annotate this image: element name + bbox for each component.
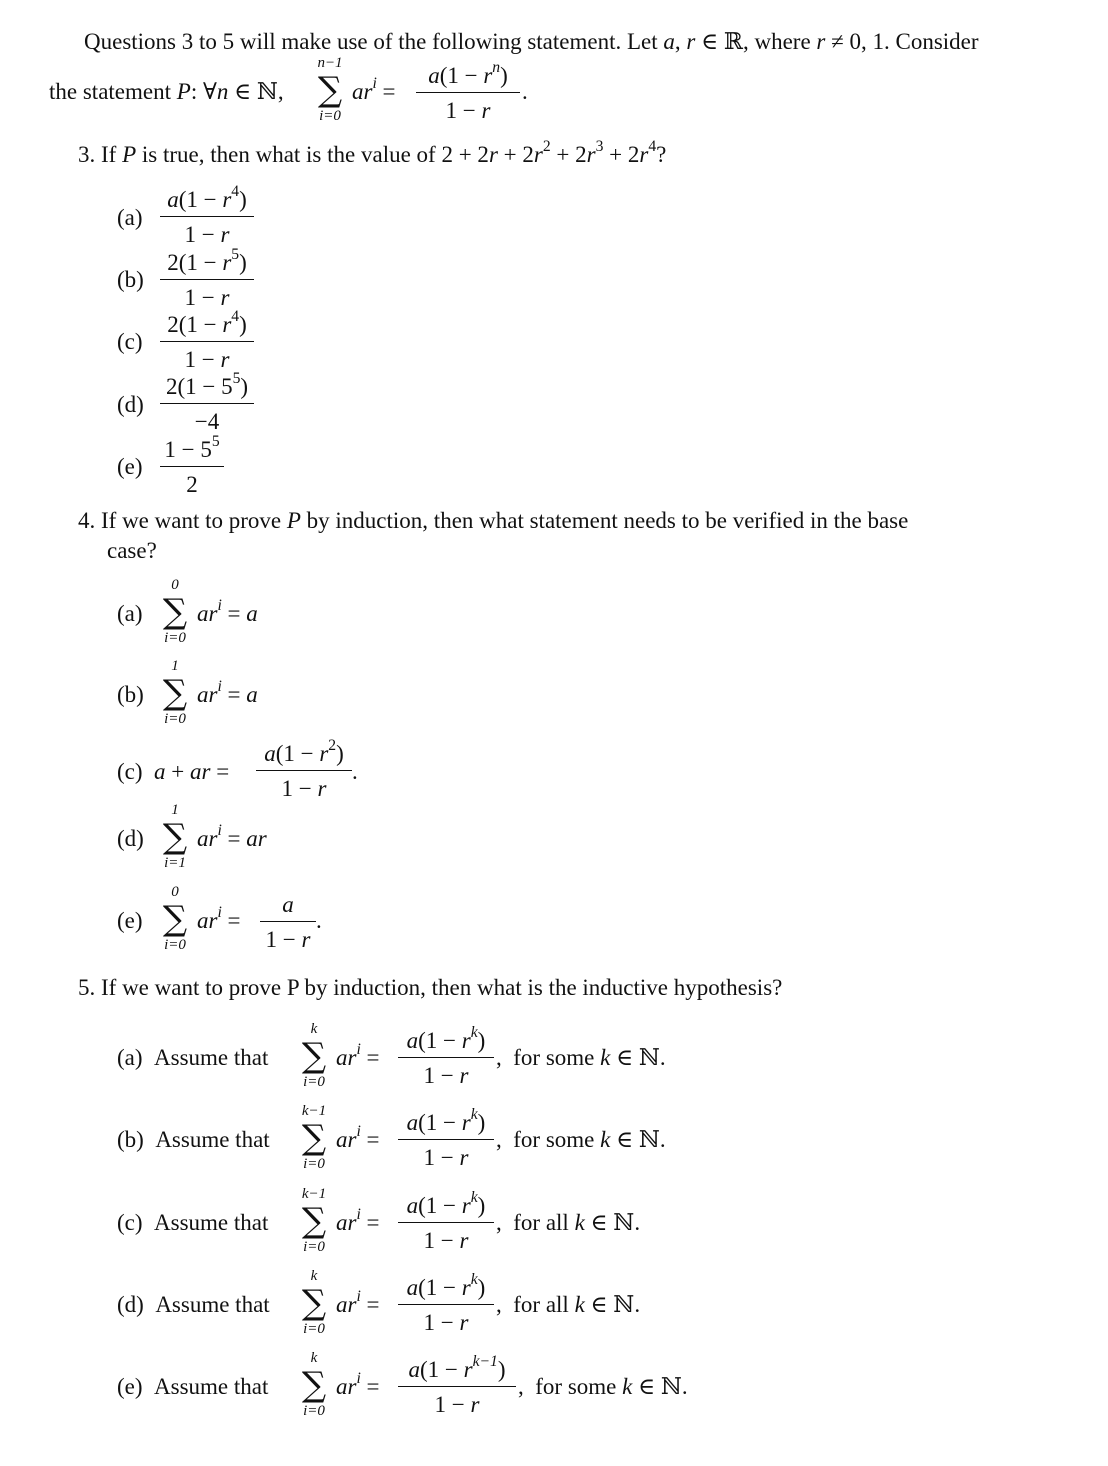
q3-option-b-label: (b)	[117, 267, 144, 292]
q4-option-a-body: $ar^i = a$	[197, 597, 258, 626]
q4-stem-line-1: 4. If we want to prove P by induction, then what statement needs to be verified in the base	[78, 508, 909, 533]
q4-option-d-body: $ar^i$ = ar	[197, 822, 267, 851]
q5-option-b-sum: k−1 ∑ i=0	[301, 1103, 327, 1172]
q5-option-b-fraction: $a(1 - r^k)$ 1 − r	[398, 1111, 494, 1169]
q3-option-c-label: (c)	[117, 329, 143, 354]
q5-option-d-tail: , for all k ∈ ℕ.	[496, 1292, 641, 1317]
q3-option-b: $2(1 - r^5)$ 1 − r	[160, 251, 254, 309]
q3-option-e: $1 - 5^5$ 2	[160, 438, 224, 496]
q3-option-a-label: (a)	[117, 205, 143, 230]
q5-option-b-label: (b) Assume that	[117, 1127, 270, 1152]
q5-option-b-tail: , for some k ∈ ℕ.	[496, 1127, 666, 1152]
q5-option-c-tail: , for all k ∈ ℕ.	[496, 1210, 641, 1235]
q3-option-d: $2(1 - 5^5)$ −4	[160, 375, 254, 433]
q3-stem: 3. If P is true, then what is the value of $2 + 2r + 2r^2 + 2r^3 + 2r^4$?	[78, 138, 667, 167]
q5-option-a-label: (a) Assume that	[117, 1045, 269, 1070]
q4-option-e-sum: 0 ∑ i=0	[162, 884, 188, 953]
q4-stem-line-2: case?	[107, 538, 157, 563]
q5-option-e-label: (e) Assume that	[117, 1374, 269, 1399]
q5-option-e-sum: k ∑ i=0	[301, 1350, 327, 1419]
q5-option-d-label: (d) Assume that	[117, 1292, 270, 1317]
q4-option-c-label: (c) a + ar =	[117, 759, 230, 784]
q3-option-d-label: (d)	[117, 392, 144, 417]
q5-option-c-fraction: $a(1 - r^k)$ 1 − r	[398, 1194, 494, 1252]
q3-option-a: $a(1 - r^4)$ 1 − r	[160, 188, 254, 246]
q4-option-d-sum: 1 ∑ i=1	[162, 802, 188, 871]
q4-option-e-label: (e)	[117, 908, 143, 933]
q4-option-d-label: (d)	[117, 826, 144, 851]
q4-option-c-fraction: $a(1 - r^2)$ 1 − r	[256, 742, 352, 800]
q5-option-a-tail: , for some k ∈ ℕ.	[496, 1045, 666, 1070]
intro-sum: n−1 ∑ i=0	[317, 55, 343, 124]
q5-option-d-sum: k ∑ i=0	[301, 1268, 327, 1337]
q3-option-c: $2(1 - r^4)$ 1 − r	[160, 313, 254, 371]
q4-option-a-sum: 0 ∑ i=0	[162, 577, 188, 646]
intro-line-1: Questions 3 to 5 will make use of the following statement. Let a, r ∈ ℝ, where r ≠ 0, 1. Consider	[84, 29, 979, 54]
q5-option-a-fraction: $a(1 - r^k)$ 1 − r	[398, 1029, 494, 1087]
q5-option-e-fraction: $a(1 - r^{k-1})$ 1 − r	[398, 1358, 516, 1416]
q4-option-b-sum: 1 ∑ i=0	[162, 658, 188, 727]
q4-option-a-label: (a)	[117, 601, 143, 626]
q4-option-b-body: $ar^i = a$	[197, 678, 258, 707]
q5-stem: 5. If we want to prove P by induction, then what is the inductive hypothesis?	[78, 975, 783, 1000]
q4-option-e-body: $ar^i$ =	[197, 904, 241, 933]
q4-option-e-fraction: a 1 − r	[260, 893, 316, 951]
q5-option-c-sum: k−1 ∑ i=0	[301, 1186, 327, 1255]
worksheet-page: Questions 3 to 5 will make use of the following statement. Let a, r ∈ ℝ, where r ≠ 0, 1. Consider the statement P: ∀n ∈ ℕ, n−1 ∑ i=0 $ar^i$ = $a(1 - r^n)$ 1 − r . 3. If P is true, then what is the value of $2 + 2r + 2r^2 + 2r^3 + 2r^4$? (a) $a(1 - r^4)$ 1 − r (b) $2(1 - r^5)$ 1 − r (c) $2(1 - r^4)$ 1 − r (d) $2(1 - 5^5)$ −4 (e) $1 - 5^5$ 2 4. If we want to prove P by induction, then what statement needs to be verified in the base case? (a) 0 ∑ i=0 $ar^i = a$ (b) 1 ∑ i=0 $ar^i = a$ (c) a + ar = $a(1 - r^2)$ 1 − r . (d) 1 ∑ i=1 $ar^i$ = ar (e) 0 ∑ i=0 $ar^i$ = a 1 − r . 5. If we want to prove P by induction, then what is the inductive hypothesis? (a) Assume that k ∑ i=0 $ar^i$ = $a(1 - r^k)$ 1 − r , for some k ∈ ℕ. (b) Assume that k−1 ∑ i=0 $ar^i$ = $a(1 - r^k)$ 1 − r , for some k ∈ ℕ. (c) Assume that k−1 ∑ i=0 $ar^i$ = $a(1 - r^k)$ 1 − r , for all k ∈ ℕ. (d) Assume that k ∑ i=0 $ar^i$ = $a(1 - r^k)$ 1 − r , for all k ∈ ℕ. (e) Assume that k ∑ i=0 $ar^i$ = $a(1 - r^{k-1})$ 1 − r , for some k ∈ ℕ.	[49, 29, 979, 1419]
intro-fraction: $a(1 - r^n)$ 1 − r	[416, 64, 520, 122]
q5-option-a-sum: k ∑ i=0	[301, 1021, 327, 1090]
q5-option-e-tail: , for some k ∈ ℕ.	[518, 1374, 688, 1399]
intro-line-2-text: the statement P: ∀n ∈ ℕ,	[49, 79, 284, 104]
q4-option-b-label: (b)	[117, 682, 144, 707]
q3-option-e-label: (e)	[117, 454, 143, 479]
intro-sum-body: $ar^i$ =	[352, 75, 396, 104]
q5-option-c-label: (c) Assume that	[117, 1210, 269, 1235]
q5-option-d-fraction: $a(1 - r^k)$ 1 − r	[398, 1276, 494, 1334]
